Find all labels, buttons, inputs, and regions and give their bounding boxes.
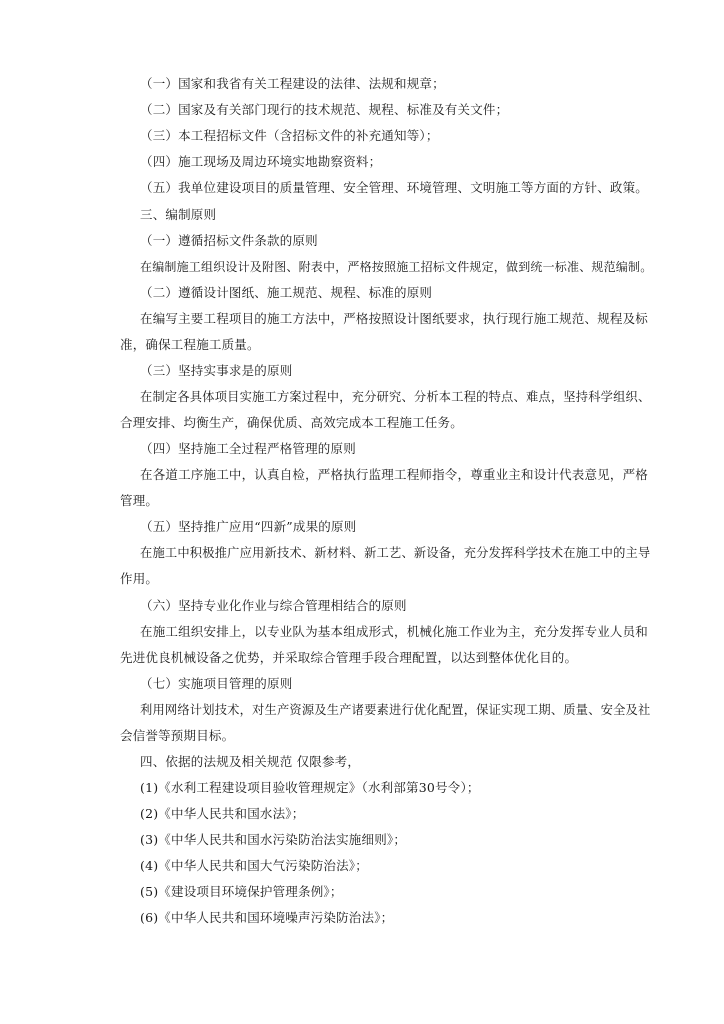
- reference-item: (5)《建设项目环境保护管理条例》；: [140, 884, 343, 899]
- text-line: （五）我单位建设项目的质量管理、安全管理、环境管理、文明施工等方面的方针、政策。: [140, 180, 649, 195]
- text-line: 会信誉等预期目标。: [120, 728, 235, 743]
- reference-item: (1)《水利工程建设项目验收管理规定》（水利部第30号令）；: [140, 780, 480, 795]
- text-line: 在施工组织安排上，以专业队为基本组成形式，机械化施工作业为主，充分发挥专业人员和: [140, 624, 649, 639]
- text-line: 在各道工序施工中，认真自检，严格执行监理工程师指令，尊重业主和设计代表意见，严格: [140, 467, 649, 482]
- text-line: （一）国家和我省有关工程建设的法律、法规和规章；: [140, 76, 445, 91]
- reference-item: (6)《中华人民共和国环境噪声污染防治法》；: [140, 910, 394, 925]
- reference-item: (4)《中华人民共和国大气污染防治法》；: [140, 858, 368, 873]
- text-line: 在制定各具体项目实施工方案过程中，充分研究、分析本工程的特点、难点，坚持科学组织、: [140, 390, 651, 404]
- text-line: 合理安排、均衡生产，确保优质、高效完成本工程施工任务。: [120, 415, 463, 430]
- text-line: 准，确保工程施工质量。: [120, 337, 260, 352]
- section-heading: 三、编制原则: [140, 207, 217, 222]
- subsection-heading: （一）遵循招标文件条款的原则: [140, 233, 318, 248]
- subsection-heading: （五）坚持推广应用“四新”成果的原则: [140, 519, 357, 534]
- section-heading: 四、依据的法规及相关规范 仅限参考，: [140, 754, 361, 769]
- subsection-heading: （三）坚持实事求是的原则: [140, 363, 293, 378]
- subsection-heading: （六）坚持专业化作业与综合管理相结合的原则: [140, 598, 407, 613]
- text-line: 作用。: [120, 571, 159, 586]
- text-line: 先进优良机械设备之优势，并采取综合管理手段合理配置，以达到整体优化目的。: [120, 650, 578, 665]
- text-line: 利用网络计划技术，对生产资源及生产诸要素进行优化配置，保证实现工期、质量、安全及社: [140, 703, 651, 717]
- reference-item: (3)《中华人民共和国水污染防治法实施细则》；: [140, 832, 407, 847]
- reference-item: (2)《中华人民共和国水法》；: [140, 806, 305, 821]
- subsection-heading: （二）遵循设计图纸、施工规范、规程、标准的原则: [140, 285, 433, 300]
- text-line: 在编制施工组织设计及附图、附表中，严格按照施工招标文件规定，做到统一标准、规范编制。: [140, 260, 653, 274]
- text-line: （二）国家及有关部门现行的技术规范、规程、标准及有关文件；: [140, 102, 509, 117]
- text-line: 在编写主要工程项目的施工方法中，严格按照设计图纸要求，执行现行施工规范、规程及标: [140, 311, 649, 326]
- text-line: 在施工中积极推广应用新技术、新材料、新工艺、新设备，充分发挥科学技术在施工中的主导: [140, 546, 651, 560]
- text-line: （三）本工程招标文件（含招标文件的补充通知等）；: [140, 128, 439, 143]
- text-line: （四）施工现场及周边环境实地勘察资料；: [140, 154, 382, 169]
- text-line: 管理。: [120, 493, 159, 508]
- subsection-heading: （四）坚持施工全过程严格管理的原则: [140, 441, 356, 456]
- subsection-heading: （七）实施项目管理的原则: [140, 676, 293, 691]
